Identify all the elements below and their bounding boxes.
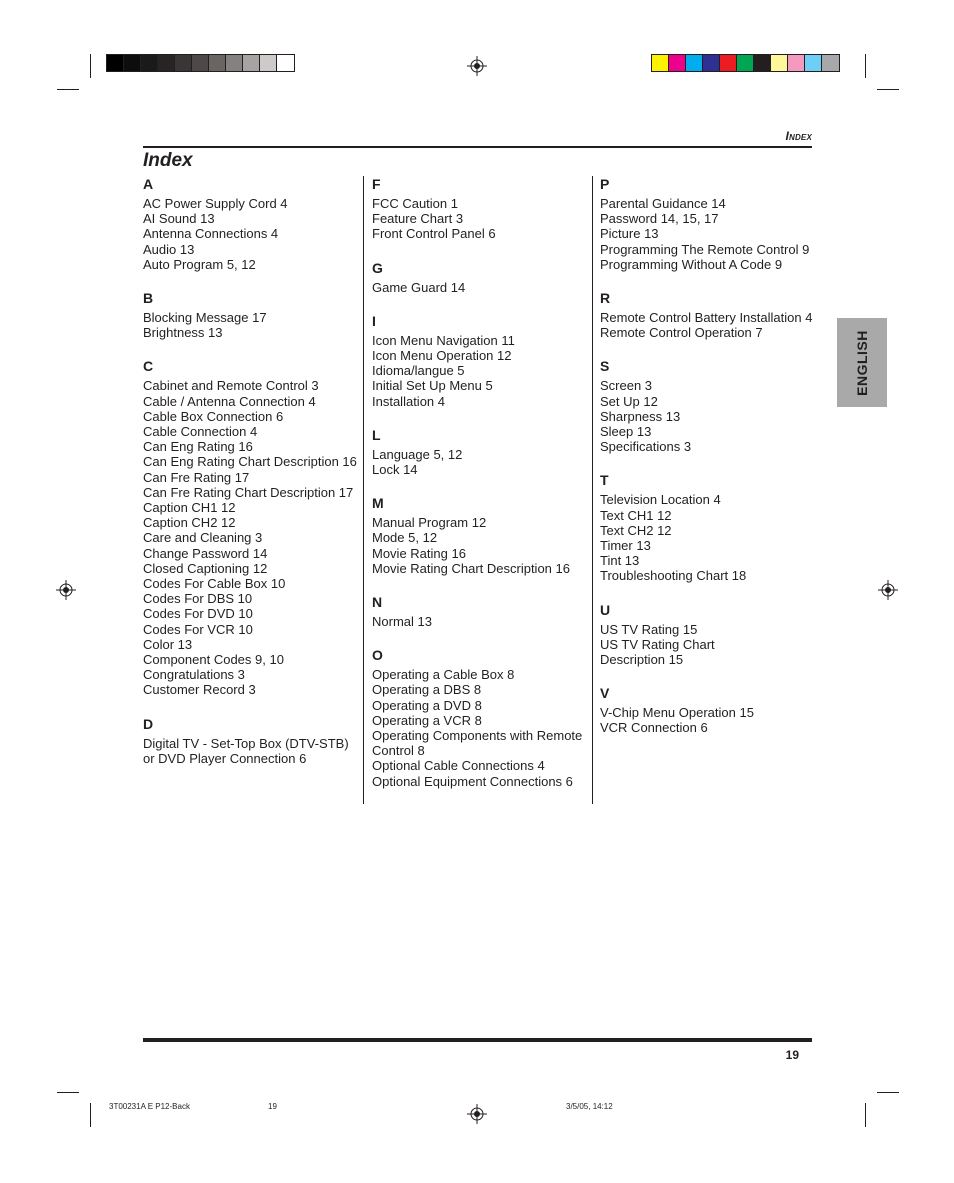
index-letter-heading: M bbox=[372, 495, 384, 512]
index-entry: Sharpness 13 bbox=[600, 408, 681, 424]
slug-filename: 3T00231A E P12-Back bbox=[109, 1102, 190, 1111]
index-entry: Codes For VCR 10 bbox=[143, 621, 253, 637]
language-tab bbox=[837, 318, 887, 407]
index-entry-list bbox=[372, 667, 592, 789]
index-entry-list bbox=[143, 310, 363, 340]
registration-mark-icon bbox=[467, 1104, 487, 1124]
color-swatch bbox=[737, 55, 754, 71]
index-entry: Sleep 13 bbox=[600, 424, 652, 440]
color-swatch bbox=[209, 55, 226, 71]
index-entry: VCR Connection 6 bbox=[600, 720, 708, 736]
index-letter-heading: S bbox=[600, 358, 610, 375]
registration-mark-icon bbox=[878, 580, 898, 600]
index-entry-list bbox=[143, 378, 363, 697]
index-entry-list bbox=[372, 333, 592, 409]
index-entry: Set Up 12 bbox=[600, 393, 658, 409]
color-swatch bbox=[124, 55, 141, 71]
index-entry: Optional Cable Connections 4 bbox=[372, 758, 545, 774]
index-column-2 bbox=[372, 176, 592, 807]
index-group bbox=[372, 176, 592, 242]
index-entry: Movie Rating Chart Description 16 bbox=[372, 560, 570, 576]
color-swatch-strip bbox=[651, 54, 840, 72]
column-divider bbox=[592, 176, 593, 804]
index-entry: Can Eng Rating Chart Description 16 bbox=[143, 454, 357, 470]
index-entry-list bbox=[600, 705, 820, 735]
index-entry: Can Fre Rating 17 bbox=[143, 469, 250, 485]
index-entry: Care and Cleaning 3 bbox=[143, 530, 263, 546]
language-tab-label: ENGLISH bbox=[854, 329, 870, 396]
registration-mark-icon bbox=[467, 56, 487, 76]
index-entry: Codes For DVD 10 bbox=[143, 606, 253, 622]
index-letter-heading: R bbox=[600, 290, 611, 307]
index-entry: Tint 13 bbox=[600, 553, 640, 569]
index-entry: Codes For DBS 10 bbox=[143, 591, 253, 607]
color-swatch bbox=[158, 55, 175, 71]
index-entry: Digital TV - Set-Top Box (DTV-STB) bbox=[143, 735, 349, 751]
index-entry: Movie Rating 16 bbox=[372, 545, 466, 561]
index-entry: Troubleshooting Chart 18 bbox=[600, 568, 747, 584]
grayscale-swatch-strip bbox=[106, 54, 295, 72]
slug-date: 3/5/05, 14:12 bbox=[566, 1102, 613, 1111]
index-letter-heading: B bbox=[143, 290, 154, 307]
index-entry-list bbox=[372, 447, 592, 477]
page-title: Index bbox=[143, 150, 193, 171]
index-entry: Operating Components with Remote bbox=[372, 728, 583, 744]
index-entry: Control 8 bbox=[372, 743, 425, 759]
index-entry: Congratulations 3 bbox=[143, 667, 245, 683]
index-entry: Remote Control Operation 7 bbox=[600, 325, 763, 341]
index-group bbox=[600, 290, 820, 340]
index-entry: Programming The Remote Control 9 bbox=[600, 241, 810, 257]
index-entry: US TV Rating Chart bbox=[600, 636, 715, 652]
header-rule bbox=[143, 146, 812, 148]
footer-rule bbox=[143, 1038, 812, 1042]
crop-mark bbox=[877, 1092, 899, 1093]
color-swatch bbox=[277, 55, 294, 71]
index-entry: Television Location 4 bbox=[600, 492, 721, 508]
index-letter-heading: C bbox=[143, 358, 154, 375]
index-letter-heading: L bbox=[372, 426, 381, 443]
index-entry: Programming Without A Code 9 bbox=[600, 256, 783, 272]
index-entry: Icon Menu Navigation 11 bbox=[372, 332, 515, 348]
index-entry-list bbox=[600, 492, 820, 583]
index-entry: US TV Rating 15 bbox=[600, 621, 698, 637]
index-entry-list bbox=[372, 614, 592, 629]
index-entry: Caption CH1 12 bbox=[143, 500, 236, 516]
color-swatch bbox=[226, 55, 243, 71]
index-letter-heading: P bbox=[600, 176, 610, 192]
index-entry: Antenna Connections 4 bbox=[143, 226, 279, 242]
index-entry: Customer Record 3 bbox=[143, 682, 256, 698]
index-group bbox=[143, 176, 363, 272]
index-letter-heading: U bbox=[600, 601, 611, 618]
index-entry: Game Guard 14 bbox=[372, 279, 466, 295]
index-entry: Remote Control Battery Installation 4 bbox=[600, 310, 813, 326]
index-entry: Color 13 bbox=[143, 636, 193, 652]
index-entry: Feature Chart 3 bbox=[372, 211, 464, 227]
index-letter-heading: V bbox=[600, 685, 610, 702]
index-entry: Cabinet and Remote Control 3 bbox=[143, 378, 319, 394]
index-entry: Text CH1 12 bbox=[600, 507, 672, 523]
index-entry: Language 5, 12 bbox=[372, 446, 463, 462]
color-swatch bbox=[771, 55, 788, 71]
index-entry: Caption CH2 12 bbox=[143, 515, 236, 531]
index-group bbox=[143, 716, 363, 766]
index-entry: Picture 13 bbox=[600, 226, 659, 242]
index-entry: Component Codes 9, 10 bbox=[143, 652, 284, 668]
index-letter-heading: G bbox=[372, 259, 383, 276]
index-group bbox=[143, 358, 363, 697]
color-swatch bbox=[822, 55, 839, 71]
index-entry: Operating a DVD 8 bbox=[372, 697, 482, 713]
index-column-1 bbox=[143, 176, 363, 784]
color-swatch bbox=[669, 55, 686, 71]
index-entry-list bbox=[600, 196, 820, 272]
running-header bbox=[785, 129, 812, 143]
index-group bbox=[600, 358, 820, 454]
color-swatch bbox=[107, 55, 124, 71]
index-entry: Operating a VCR 8 bbox=[372, 712, 482, 728]
color-swatch bbox=[243, 55, 260, 71]
color-swatch bbox=[720, 55, 737, 71]
index-entry-list bbox=[143, 196, 363, 272]
index-entry: Timer 13 bbox=[600, 538, 651, 554]
index-group bbox=[600, 685, 820, 735]
index-letter-heading: F bbox=[372, 176, 381, 192]
running-header-text: Index bbox=[785, 129, 812, 143]
index-entry: AC Power Supply Cord 4 bbox=[143, 196, 288, 211]
index-entry-list bbox=[600, 622, 820, 668]
index-entry: Mode 5, 12 bbox=[372, 530, 438, 546]
index-entry: FCC Caution 1 bbox=[372, 196, 458, 211]
index-entry: Cable / Antenna Connection 4 bbox=[143, 393, 316, 409]
index-entry: Operating a DBS 8 bbox=[372, 682, 482, 698]
index-group bbox=[372, 495, 592, 576]
index-letter-heading: O bbox=[372, 647, 383, 664]
index-entry: Cable Connection 4 bbox=[143, 424, 258, 440]
index-entry: Specifications 3 bbox=[600, 439, 692, 455]
index-letter-heading: A bbox=[143, 176, 154, 192]
index-letter-heading: I bbox=[372, 312, 376, 329]
index-entry: Can Fre Rating Chart Description 17 bbox=[143, 484, 354, 500]
index-entry: Manual Program 12 bbox=[372, 515, 487, 531]
index-entry: or DVD Player Connection 6 bbox=[143, 750, 307, 766]
index-letter-heading: D bbox=[143, 715, 154, 732]
registration-mark-icon bbox=[56, 580, 76, 600]
index-group bbox=[372, 647, 592, 789]
index-entry: Closed Captioning 12 bbox=[143, 560, 268, 576]
color-swatch bbox=[703, 55, 720, 71]
index-entry-list bbox=[143, 736, 363, 766]
color-swatch bbox=[652, 55, 669, 71]
index-group bbox=[600, 472, 820, 583]
crop-mark bbox=[877, 89, 899, 90]
index-entry: Audio 13 bbox=[143, 241, 195, 257]
color-swatch bbox=[788, 55, 805, 71]
index-entry: Brightness 13 bbox=[143, 325, 223, 341]
index-entry: Initial Set Up Menu 5 bbox=[372, 378, 493, 394]
crop-mark bbox=[90, 54, 91, 78]
color-swatch bbox=[805, 55, 822, 71]
index-entry-list bbox=[372, 196, 592, 242]
color-swatch bbox=[175, 55, 192, 71]
index-entry: Icon Menu Operation 12 bbox=[372, 348, 512, 364]
index-group bbox=[372, 260, 592, 295]
index-group bbox=[600, 602, 820, 668]
column-divider bbox=[363, 176, 364, 804]
slug-page: 19 bbox=[268, 1102, 277, 1111]
index-entry: Screen 3 bbox=[600, 378, 653, 394]
index-letter-heading: T bbox=[600, 472, 609, 489]
color-swatch bbox=[260, 55, 277, 71]
index-entry: Text CH2 12 bbox=[600, 522, 672, 538]
index-entry: Codes For Cable Box 10 bbox=[143, 576, 286, 592]
crop-mark bbox=[57, 89, 79, 90]
index-entry: Parental Guidance 14 bbox=[600, 196, 726, 211]
index-entry: Blocking Message 17 bbox=[143, 310, 267, 326]
index-entry-list bbox=[600, 378, 820, 454]
index-entry: V-Chip Menu Operation 15 bbox=[600, 705, 754, 721]
index-entry: Auto Program 5, 12 bbox=[143, 256, 256, 272]
index-entry: Description 15 bbox=[600, 652, 684, 668]
index-letter-heading: N bbox=[372, 594, 383, 611]
index-entry: Change Password 14 bbox=[143, 545, 268, 561]
color-swatch bbox=[141, 55, 158, 71]
index-entry: Optional Equipment Connections 6 bbox=[372, 773, 573, 789]
index-entry: Idioma/langue 5 bbox=[372, 363, 465, 379]
index-entry: Password 14, 15, 17 bbox=[600, 211, 719, 227]
color-swatch bbox=[754, 55, 771, 71]
index-group bbox=[372, 427, 592, 477]
index-group bbox=[372, 594, 592, 629]
index-entry: Operating a Cable Box 8 bbox=[372, 667, 515, 683]
color-swatch bbox=[192, 55, 209, 71]
crop-mark bbox=[57, 1092, 79, 1093]
index-entry: Normal 13 bbox=[372, 614, 432, 630]
index-entry: Cable Box Connection 6 bbox=[143, 408, 284, 424]
index-entry: Lock 14 bbox=[372, 462, 418, 478]
color-swatch bbox=[686, 55, 703, 71]
crop-mark bbox=[865, 1103, 866, 1127]
index-column-3 bbox=[600, 176, 820, 754]
index-entry: AI Sound 13 bbox=[143, 211, 215, 227]
page-number: 19 bbox=[785, 1048, 799, 1062]
index-entry: Installation 4 bbox=[372, 393, 445, 409]
index-group bbox=[143, 290, 363, 340]
index-entry-list bbox=[372, 515, 592, 576]
crop-mark bbox=[90, 1103, 91, 1127]
index-entry-list bbox=[372, 280, 592, 295]
index-group bbox=[600, 176, 820, 272]
index-group bbox=[372, 313, 592, 409]
crop-mark bbox=[865, 54, 866, 78]
index-entry: Front Control Panel 6 bbox=[372, 226, 496, 242]
index-entry: Can Eng Rating 16 bbox=[143, 439, 253, 455]
index-entry-list bbox=[600, 310, 820, 340]
